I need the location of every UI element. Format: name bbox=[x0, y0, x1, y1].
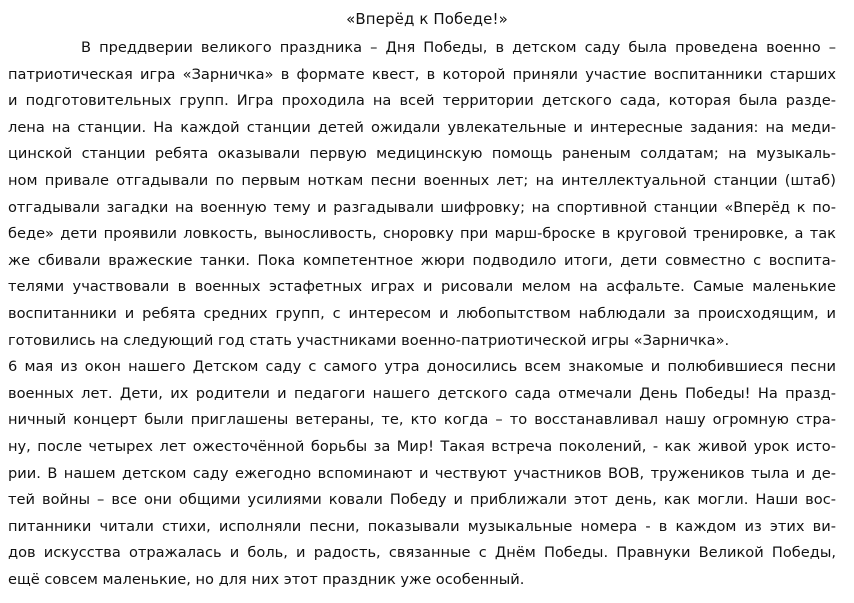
text-line: же сбивали вражеские танки. Пока компетентное жюри подводило итоги, дети совместно с воспита- bbox=[8, 251, 836, 269]
text-line: В преддверии великого праздника – Дня Победы, в детском саду была проведена военно – bbox=[81, 39, 836, 56]
text-line: отгадывали загадки на военную тему и разгадывали шифровку; на спортивной станции «Вперёд к по- bbox=[8, 198, 836, 216]
text-line: воспитанники и ребята средних групп, с интересом и любопытством наблюдали за происходящим, и bbox=[8, 304, 836, 322]
text-line: телями участвовали в военных эстафетных играх и рисовали мелом на асфальте. Самые маленькие bbox=[8, 278, 836, 296]
text-line: лена на станции. На каждой станции детей ожидали увлекательные и интересные задания: на меди- bbox=[8, 118, 836, 136]
text-line: рии. В нашем детском саду ежегодно вспоминают и чествуют участников ВОВ, тружеников тыла и де- bbox=[8, 464, 836, 482]
document-title: «Вперёд к Победе!» bbox=[346, 10, 508, 28]
text-line: и подготовительных групп. Игра проходила на всей территории детского сада, которая была разде- bbox=[8, 92, 836, 110]
text-line: ещё совсем маленькие, но для них этот праздник уже особенный. bbox=[8, 570, 525, 588]
document-body bbox=[8, 35, 836, 593]
text-line: готовились на следующий год стать участниками военно-патриотической игры «Зарничка». bbox=[8, 331, 730, 349]
text-line: ном привале отгадывали по первым ноткам песни военных лет; на интеллектуальной станции (штаб) bbox=[8, 171, 836, 189]
text-line: патриотическая игра «Зарничка» в формате квест, в которой приняли участие воспитанники старших bbox=[8, 65, 836, 83]
text-line: 6 мая из окон нашего Детском саду с самого утра доносились всем знакомые и полюбившиеся песни bbox=[8, 358, 836, 376]
text-line: беде» дети проявили ловкость, выносливость, сноровку при марш-броске в круговой тренировке, а так bbox=[8, 225, 836, 243]
text-line: военных лет. Дети, их родители и педагоги нашего детского сада отмечали День Победы! На празд- bbox=[8, 384, 836, 402]
text-line: питанники читали стихи, исполняли песни, показывали музыкальные номера - в каждом из этих ви- bbox=[8, 517, 836, 535]
text-line: цинской станции ребята оказывали первую медицинскую помощь раненым солдатам; на музыкаль- bbox=[8, 145, 836, 163]
text-line: ничный концерт были приглашены ветераны, те, кто когда – то восстанавливал нашу огромную стра- bbox=[8, 411, 836, 429]
text-line: дов искусства отражалась и боль, и радость, связанные с Днём Победы. Правнуки Великой Победы, bbox=[8, 544, 836, 562]
text-line: ну, после четырех лет ожесточённой борьбы за Мир! Такая встреча поколений, - как живой урок исто- bbox=[8, 437, 836, 455]
text-line: тей войны – все они общими усилиями ковали Победу и приближали этот день, как могли. Наши вос- bbox=[8, 491, 836, 509]
